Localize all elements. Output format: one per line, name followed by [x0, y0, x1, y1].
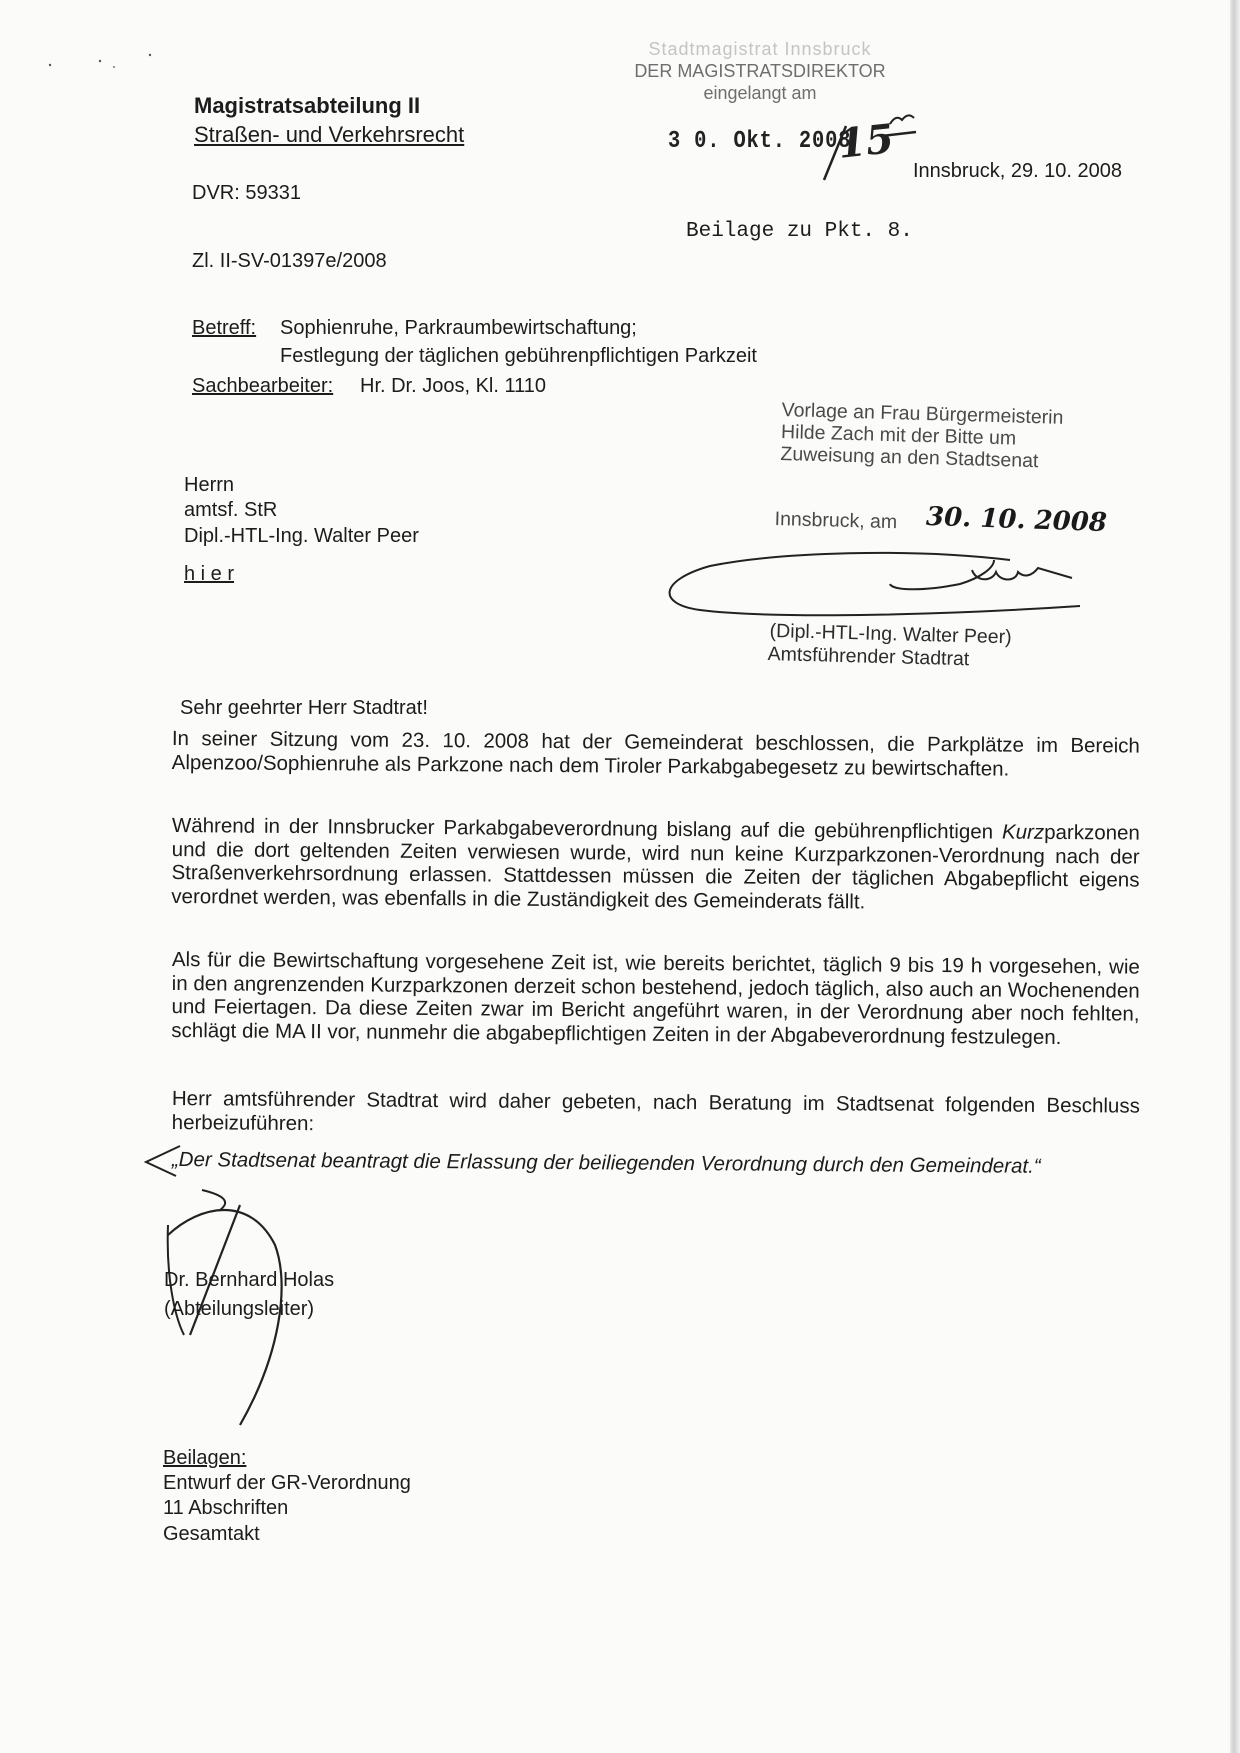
- councillor-signature: [660, 548, 1090, 623]
- forward-stamp-line-3: Zuweisung an den Stadtsenat: [780, 442, 1039, 473]
- subject-line-2: Festlegung der täglichen gebührenpflichtigen Parkzeit: [280, 345, 757, 367]
- paragraph-2-rest: parkzonen und die dort geltenden Zeiten verwiesen wurde, wird nun keine Kurzparkzonen-Verordnung nach der Straßenverkehrsordnung erlassen. Stattdessen müssen die Zeiten der täglichen Abgabepflicht eigens verordnet werden, was ebenfalls in die Zuständigkeit des Gemeinderats fällt.: [171, 820, 1140, 913]
- paragraph-2-emphasis: Kurz: [1001, 820, 1045, 844]
- salutation: Sehr geehrter Herr Stadtrat!: [180, 697, 428, 719]
- forward-stamp-place: Innsbruck, am: [774, 508, 898, 534]
- receipt-stamp-date: 3 0. Okt. 2008: [668, 128, 852, 155]
- receipt-stamp: [560, 38, 960, 104]
- paragraph-4: Herr amtsführender Stadtrat wird daher gebeten, nach Beratung im Stadtsenat folgenden Beschluss herbeizuführen:: [171, 1087, 1140, 1135]
- recipient-line-1: Herrn: [184, 474, 235, 496]
- enclosure-item-1: Entwurf der GR-Verordnung: [163, 1472, 411, 1494]
- department-name: Magistratsabteilung II: [194, 93, 421, 118]
- enclosures-label: Beilagen:: [163, 1447, 247, 1469]
- receipt-stamp-received: eingelangt am: [703, 83, 817, 103]
- scan-edge: [1230, 0, 1240, 1753]
- paragraph-2: [171, 814, 1140, 916]
- receipt-stamp-authority: Stadtmagistrat Innsbruck: [648, 39, 872, 59]
- dvr-number: DVR: 59331: [192, 182, 301, 204]
- enclosure-item-2: 11 Abschriften: [163, 1497, 289, 1519]
- division-name: Straßen- und Verkehrsrecht: [194, 122, 465, 147]
- attachment-note: Beilage zu Pkt. 8.: [686, 220, 913, 243]
- forward-stamp-line-1: Vorlage an Frau Bürgermeisterin: [781, 399, 1064, 429]
- handwritten-time-strokes: [812, 108, 922, 188]
- recipient-line-3: Dipl.-HTL-Ing. Walter Peer: [184, 525, 419, 547]
- clerk-value: Hr. Dr. Joos, Kl. 1110: [360, 375, 547, 397]
- handwritten-time: 15: [835, 115, 896, 168]
- receipt-stamp-title: DER MAGISTRATSDIREKTOR: [634, 61, 886, 81]
- enclosure-item-3: Gesamtakt: [163, 1523, 260, 1545]
- subject-label: Betreff:: [192, 317, 257, 339]
- recipient-line-2: amtsf. StR: [184, 499, 278, 521]
- resolution-text: „Der Stadtsenat beantragt die Erlassung der beiliegenden Verordnung durch den Gemeinderat.“: [171, 1148, 1041, 1178]
- paragraph-2-start: Während in der Innsbrucker Parkabgabeverordnung bislang auf die gebührenpflichtigen: [171, 814, 1003, 844]
- forward-stamp: [780, 399, 1064, 473]
- forward-handwritten-date: 30. 10. 2008: [925, 501, 1108, 539]
- subject-line-1: Sophienruhe, Parkraumbewirtschaftung;: [280, 317, 637, 339]
- paragraph-1: In seiner Sitzung vom 23. 10. 2008 hat der Gemeinderat beschlossen, die Parkplätze im Bereich Alpenzoo/Sophienruhe als Parkzone nach dem Tiroler Parkabgabegesetz zu bewirtschaften.: [171, 727, 1140, 781]
- paragraph-3: Als für die Bewirtschaftung vorgesehene Zeit ist, wie bereits berichtet, täglich 9 bis 19 h vorgesehen, wie in den angrenzenden Kurzparkzonen derzeit schon bestehend, jedoch täglich, also auch an Wochenenden und Feiertagen. Da diese Zeiten zwar im Bericht angeführt waren, in der Verordnung aber noch fehlten, schlägt die MA II vor, nunmehr die abgabepflichtigen Zeiten in der Abgabeverordnung festzulegen.: [171, 948, 1140, 1049]
- scan-specks: [30, 45, 170, 75]
- signatory-title: (Abteilungsleiter): [164, 1298, 315, 1320]
- signatory-name: Dr. Bernhard Holas: [164, 1269, 335, 1291]
- place-date: Innsbruck, 29. 10. 2008: [913, 160, 1123, 182]
- forward-stamp-line-2: Hilde Zach mit der Bitte um: [780, 420, 1017, 450]
- file-number: Zl. II-SV-01397e/2008: [192, 250, 387, 272]
- councillor-name: (Dipl.-HTL-Ing. Walter Peer): [769, 620, 1012, 649]
- clerk-label: Sachbearbeiter:: [192, 375, 334, 397]
- councillor-title: Amtsführender Stadtrat: [767, 643, 970, 671]
- recipient-line-4: h i e r: [184, 563, 235, 585]
